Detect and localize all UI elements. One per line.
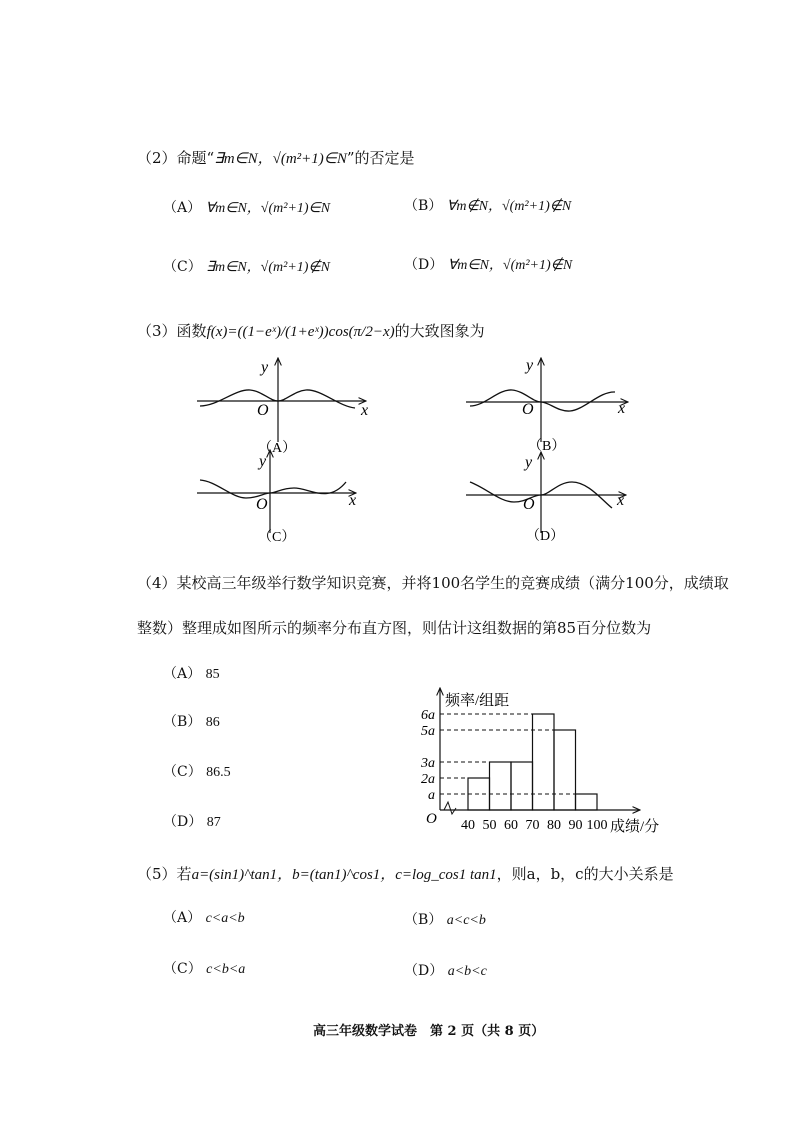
option-label: （D） [404,257,444,273]
q4-option-a[interactable] [163,663,220,683]
q2-stem-suffix: ”的否定是 [346,149,415,167]
q5-stem-suffix: ，则a，b，c的大小关系是 [496,865,674,883]
q3-stem-suffix: 的大致图象为 [394,322,485,340]
option-label: （A） [163,666,202,682]
x-tick-labels [461,818,608,833]
x-tick-label: 70 [525,818,540,833]
q5-stem-expr: a=(sin1)^tan1，b=(tan1)^cos1，c=log_cos1 tan1 [191,867,497,883]
q2-label: （2） [137,149,177,167]
axis-break-icon [444,802,456,814]
option-label: （D） [404,963,444,979]
option-expr: ∃m∈N，√(m²+1)∉N [206,260,330,275]
axis-x-label: x [349,492,357,509]
y-tick-labels [420,708,435,803]
x-tick-label: 80 [547,818,561,833]
option-expr: a<c<b [446,913,486,928]
option-label: （C） [163,961,202,977]
y-axis-label: 频率/组距 [445,693,510,709]
graph-d-label: （D） [526,529,565,544]
axis-x-label: x [617,492,625,509]
y-tick-label: 5a [421,724,435,739]
option-expr: ∀m∉N，√(m²+1)∉N [446,199,572,214]
origin-label: O [426,811,437,827]
q4-stem-line2 [137,617,651,638]
axis-y-label: y [526,357,534,374]
histogram-bar [490,762,512,810]
q2-option-a[interactable] [163,197,330,217]
q3-graphs [0,350,794,550]
y-tick-label: a [428,788,435,803]
q4-label: （4） [137,574,177,592]
graph-b[interactable] [466,357,628,454]
graph-a[interactable] [197,358,368,456]
q3-stem [137,320,485,341]
q5-stem-prefix: 若 [176,865,192,883]
page-footer: 高三年级数学试卷 第 2 页（共 8 页） [313,1024,545,1039]
x-tick-label: 50 [482,818,497,833]
x-tick-label: 40 [461,818,475,833]
curve-b [470,390,615,411]
axis-y-label: y [261,359,269,376]
option-expr: c<b<a [206,962,246,977]
histogram-bar [511,762,533,810]
q5-label: （5） [137,865,177,883]
q2-stem [137,147,415,168]
q3-stem-expr: f(x)=((1−eˣ)/(1+eˣ))cos(π/2−x) [206,324,395,340]
option-label: （B） [163,714,202,730]
histogram-guides [440,714,576,794]
q2-stem-expr: ∃m∈N，√(m²+1)∈N [214,151,347,167]
y-tick-label: 6a [421,708,435,723]
option-label: （C） [163,259,202,275]
option-expr: ∀m∈N，√(m²+1)∉N [447,258,573,273]
option-label: （A） [163,200,202,216]
option-text: 85 [205,667,220,682]
curve-c [200,480,346,498]
x-tick-label: 60 [504,818,518,833]
q5-stem [137,863,674,884]
q5-option-d[interactable] [404,960,487,980]
option-expr: c<a<b [205,911,245,926]
q2-option-d[interactable] [404,254,572,274]
y-tick-label: 3a [421,756,435,771]
x-tick-label: 100 [586,818,608,833]
q5-option-b[interactable] [404,909,486,929]
origin-label: O [523,496,535,513]
histogram-bars [468,714,597,810]
origin-label: O [257,402,269,419]
axis-x-label: x [618,400,626,417]
q4-stem-text1: 某校高三年级举行数学知识竞赛，并将100名学生的竞赛成绩（满分100分，成绩取 [176,574,729,592]
option-expr: ∀m∈N，√(m²+1)∈N [205,201,331,216]
graph-b-label: （B） [528,439,566,454]
q3-label: （3） [137,322,177,340]
q2-option-c[interactable] [163,256,330,276]
origin-label: O [522,401,534,418]
option-text: 86 [205,715,220,730]
histogram-bar [554,730,576,810]
q3-stem-prefix: 函数 [176,322,207,340]
axis-y-label: y [259,453,267,470]
option-text: 86.5 [206,765,231,780]
q4-option-c[interactable] [163,761,231,781]
graph-a-label: （A） [258,441,297,456]
option-expr: a<b<c [447,964,487,979]
option-label: （B） [404,198,443,214]
q4-stem-text2: 整数）整理成如图所示的频率分布直方图，则估计这组数据的第85百分位数为 [137,619,652,637]
option-label: （D） [163,814,203,830]
option-label: （A） [163,910,202,926]
q4-stem-line1 [137,572,729,593]
option-text: 87 [206,815,221,830]
graph-d[interactable] [466,452,626,544]
option-label: （B） [404,912,443,928]
q4-option-d[interactable] [163,811,221,831]
graph-c[interactable] [197,450,356,545]
x-tick-label: 90 [568,818,583,833]
x-axis-label: 成绩/分 [610,819,660,835]
q2-stem-prefix: 命题“ [176,149,215,167]
axis-x-label: x [361,402,369,419]
q2-option-b[interactable] [404,195,571,215]
q5-option-c[interactable] [163,958,245,978]
q4-histogram [410,680,670,840]
graph-c-label: （C） [258,530,296,545]
option-label: （C） [163,764,202,780]
q4-option-b[interactable] [163,711,220,731]
axis-y-label: y [525,454,533,471]
y-tick-label: 2a [421,772,435,787]
q5-option-a[interactable] [163,907,245,927]
origin-label: O [256,496,268,513]
histogram-bar [576,794,598,810]
histogram-bar [533,714,555,810]
